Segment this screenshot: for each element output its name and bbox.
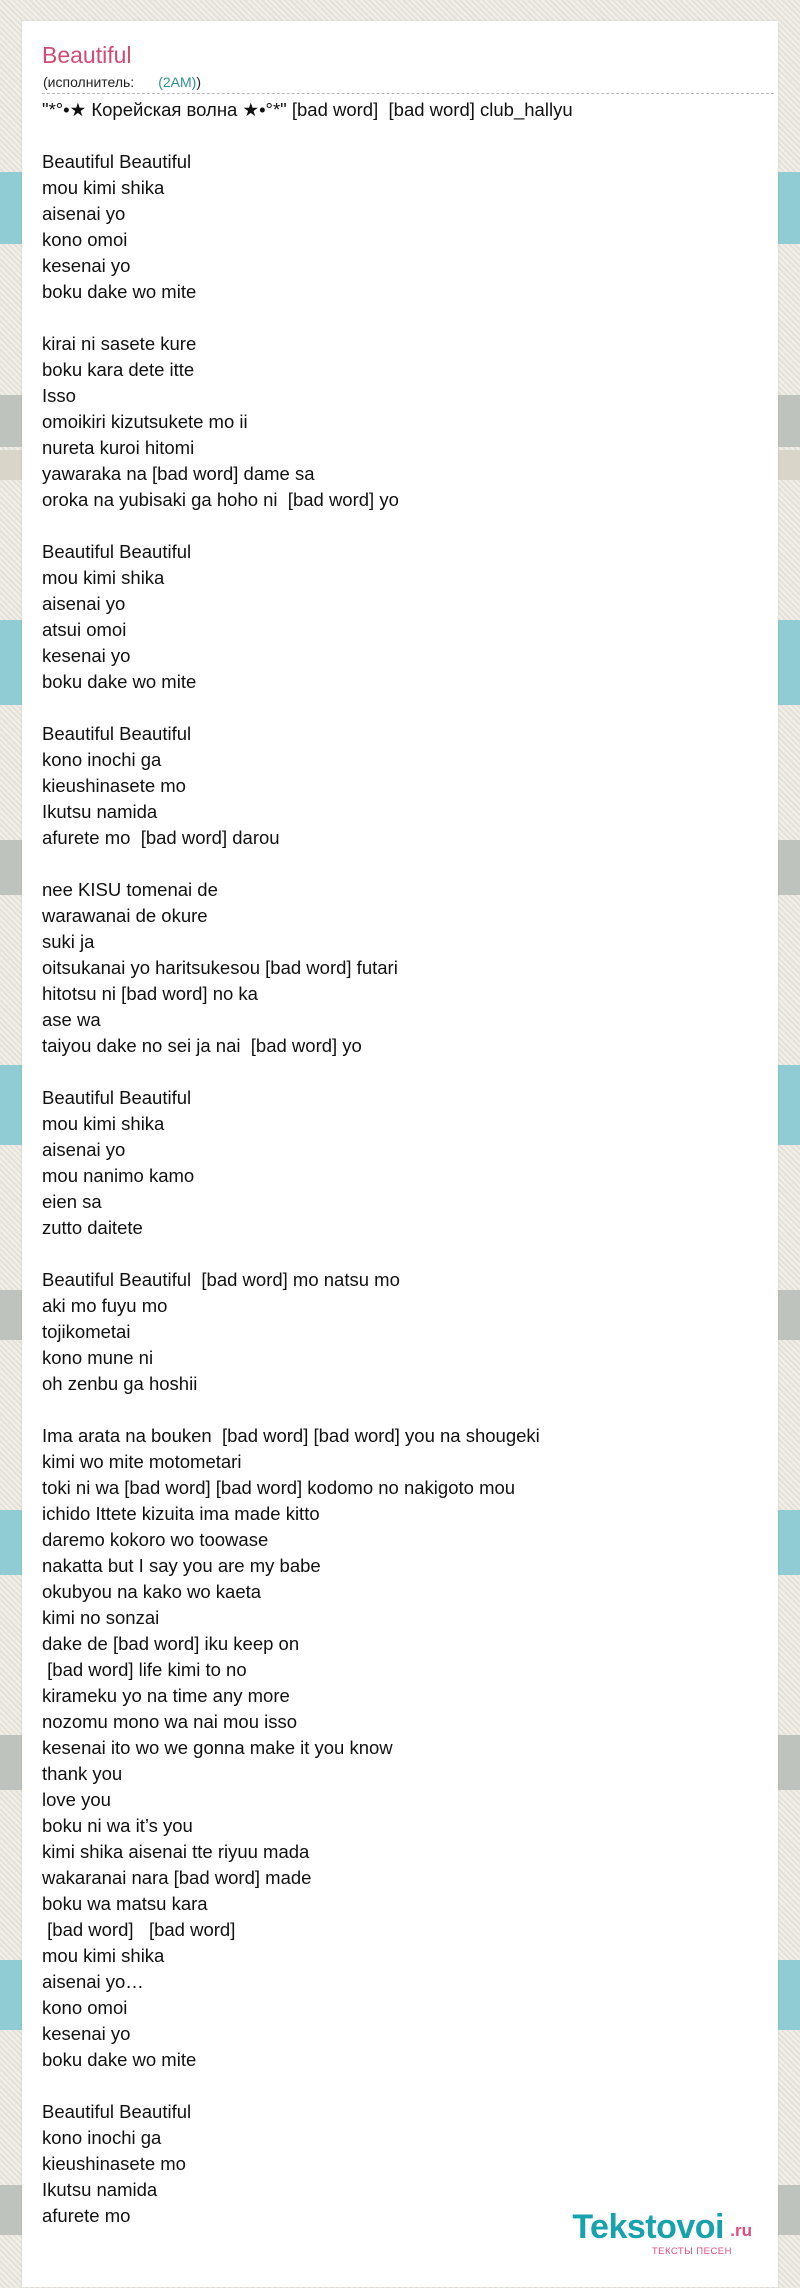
lyric-line: hitotsu ni [bad word] no ka — [42, 983, 258, 1004]
artist-suffix: ) — [196, 74, 201, 90]
lyric-line: oh zenbu ga hoshii — [42, 1373, 198, 1394]
lyric-line: kimi shika aisenai tte riyuu mada — [42, 1841, 310, 1862]
lyric-line: eien sa — [42, 1191, 102, 1212]
lyric-line: Isso — [42, 385, 76, 406]
lyric-line: nee KISU tomenai de — [42, 879, 218, 900]
lyric-line: nozomu mono wa nai mou isso — [42, 1711, 298, 1732]
lyric-line: Beautiful Beautiful — [42, 2101, 192, 2122]
lyric-line: boku dake wo mite — [42, 281, 197, 302]
lyric-line: kieushinasete mo — [42, 2153, 186, 2174]
lyric-line: suki ja — [42, 931, 95, 952]
lyric-line: dake de [bad word] iku keep on — [42, 1633, 300, 1654]
artist-prefix: (исполнитель: — [43, 74, 135, 90]
site-logo[interactable] — [547, 2208, 752, 2260]
lyric-line: okubyou na kako wo kaeta — [42, 1581, 262, 1602]
lyric-line: aisenai yo… — [42, 1971, 144, 1992]
lyric-line: boku kara dete itte — [42, 359, 195, 380]
lyric-line: ichido Ittete kizuita ima made kitto — [42, 1503, 320, 1524]
lyric-line: wakaranai nara [bad word] made — [42, 1867, 312, 1888]
lyric-line: zutto daitete — [42, 1217, 143, 1238]
lyric-line: aisenai yo — [42, 203, 126, 224]
lyric-line: daremo kokoro wo toowase — [42, 1529, 269, 1550]
lyric-line: Beautiful Beautiful [bad word] mo natsu mo — [42, 1269, 400, 1290]
song-title: Beautiful — [42, 42, 132, 68]
lyric-line: kesenai ito wo we gonna make it you know — [42, 1737, 393, 1758]
artist-line — [43, 72, 201, 92]
lyric-line: taiyou dake no sei ja nai [bad word] yo — [42, 1035, 362, 1056]
logo-domain: .ru — [730, 2221, 752, 2240]
lyric-line: Beautiful Beautiful — [42, 1087, 192, 1108]
lyric-line: kesenai yo — [42, 645, 131, 666]
lyric-line: mou nanimo kamo — [42, 1165, 195, 1186]
lyric-line: Ima arata na bouken [bad word] [bad word] you na shougeki — [42, 1425, 540, 1446]
lyric-line: toki ni wa [bad word] [bad word] kodomo no nakigoto mou — [42, 1477, 516, 1498]
lyric-line: mou kimi shika — [42, 1945, 165, 1966]
lyric-line: yawaraka na [bad word] dame sa — [42, 463, 315, 484]
lyric-line: kono omoi — [42, 229, 128, 250]
lyric-line: aisenai yo — [42, 1139, 126, 1160]
lyric-line: boku dake wo mite — [42, 671, 197, 692]
lyric-line: kesenai yo — [42, 255, 131, 276]
artist-link[interactable]: (2AM) — [158, 74, 197, 90]
lyric-line: nakatta but I say you are my babe — [42, 1555, 321, 1576]
lyric-line: oroka na yubisaki ga hoho ni [bad word] yo — [42, 489, 399, 510]
lyric-line: Beautiful Beautiful — [42, 723, 192, 744]
lyric-line: [bad word] life kimi to no — [42, 1659, 247, 1680]
lyric-line: [bad word] [bad word] — [42, 1919, 236, 1940]
lyric-line: mou kimi shika — [42, 1113, 165, 1134]
lyric-line: love you — [42, 1789, 111, 1810]
lyric-line: kesenai yo — [42, 2023, 131, 2044]
lyric-line: kono inochi ga — [42, 2127, 162, 2148]
lyric-line: afurete mo — [42, 2205, 131, 2226]
title-divider — [42, 93, 774, 94]
lyric-line: boku ni wa it’s you — [42, 1815, 193, 1836]
logo-wordmark: Tekstovoi — [572, 2208, 724, 2246]
lyric-line: tojikometai — [42, 1321, 131, 1342]
logo-tagline: ТЕКСТЫ ПЕСЕН — [651, 2246, 732, 2257]
lyric-line: Beautiful Beautiful — [42, 541, 192, 562]
lyric-line: warawanai de okure — [42, 905, 208, 926]
lyric-line: ase wa — [42, 1009, 101, 1030]
lyric-line: kirameku yo na time any more — [42, 1685, 290, 1706]
lyric-line: boku dake wo mite — [42, 2049, 197, 2070]
lyric-line: kono inochi ga — [42, 749, 162, 770]
lyric-line: afurete mo [bad word] darou — [42, 827, 280, 848]
lyric-line: kirai ni sasete kure — [42, 333, 197, 354]
lyric-line: thank you — [42, 1763, 123, 1784]
lyric-line: "*°•★ Корейская волна ★•°*" [bad word] [bad word] club_hallyu — [42, 99, 573, 120]
lyric-line: kimi wo mite motometari — [42, 1451, 242, 1472]
lyric-line: Ikutsu namida — [42, 801, 158, 822]
lyric-line: omoikiri kizutsukete mo ii — [42, 411, 248, 432]
lyric-line: aisenai yo — [42, 593, 126, 614]
lyrics-card — [22, 21, 778, 2287]
lyric-line: oitsukanai yo haritsukesou [bad word] futari — [42, 957, 398, 978]
lyric-line: Ikutsu namida — [42, 2179, 158, 2200]
lyric-line: mou kimi shika — [42, 567, 165, 588]
lyric-line: kono mune ni — [42, 1347, 154, 1368]
lyric-line: kono omoi — [42, 1997, 128, 2018]
lyric-line: mou kimi shika — [42, 177, 165, 198]
lyric-line: aki mo fuyu mo — [42, 1295, 168, 1316]
lyric-line: boku wa matsu kara — [42, 1893, 208, 1914]
lyric-line: Beautiful Beautiful — [42, 151, 192, 172]
lyric-line: atsui omoi — [42, 619, 127, 640]
lyric-line: kimi no sonzai — [42, 1607, 160, 1628]
lyric-line: nureta kuroi hitomi — [42, 437, 195, 458]
lyrics-text — [42, 97, 762, 2229]
lyric-line: kieushinasete mo — [42, 775, 186, 796]
